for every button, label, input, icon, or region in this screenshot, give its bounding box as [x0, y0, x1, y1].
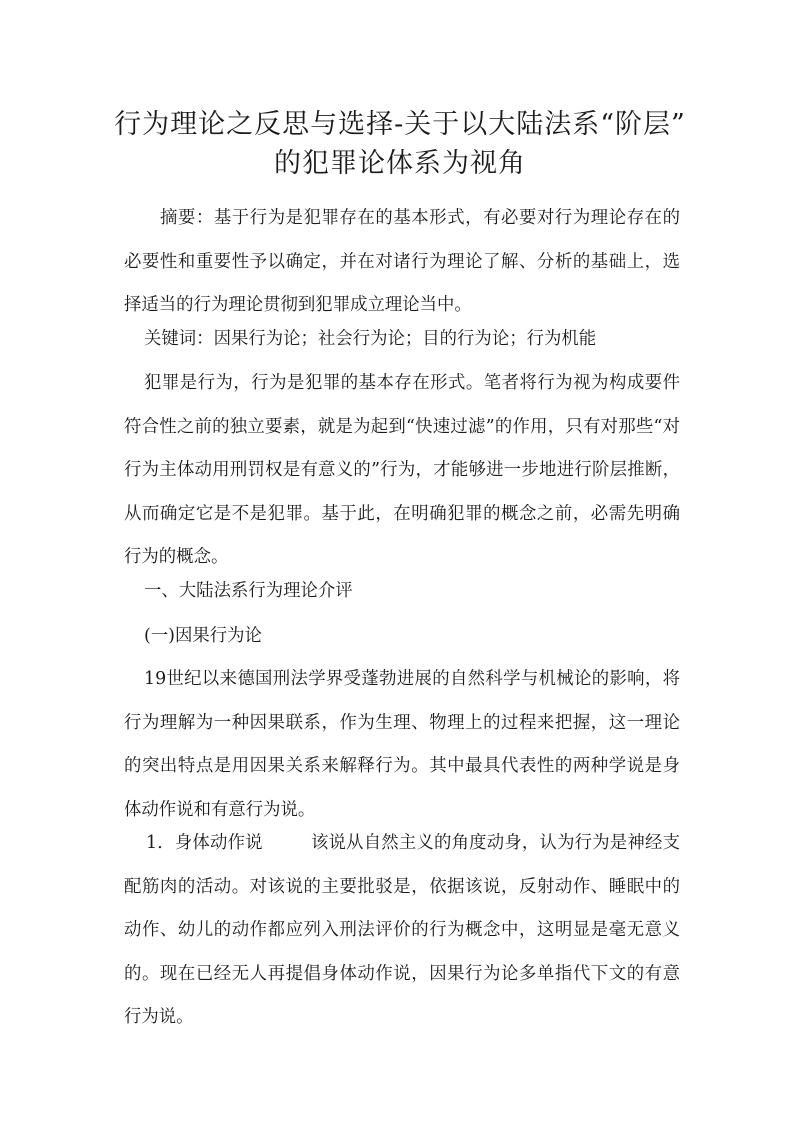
intro-paragraph: 犯罪是行为，行为是犯罪的基本存在形式。笔者将行为视为构成要件符合性之前的独立要素，就是为起到“快速过滤”的作用，只有对那些“对行为主体动用刑罚权是有意义的”行为，才能够进一步地进行阶层推断，从而确定它是不是犯罪。基于此，在明确犯罪的概念之前，必需先明确行为的概念。 — [124, 373, 680, 567]
keywords-paragraph: 关键词：因果行为论；社会行为论；目的行为论；行为机能 — [144, 329, 597, 349]
body-movement-paragraph — [124, 822, 680, 1040]
item-1-text: 该说从自然主义的角度动身，认为行为是神经支配筋肉的活动。对该说的主要批驳是，依据该说，反射动作、睡眠中的动作、幼儿的动作都应列入刑法评价的行为概念中，这明显是毫无意义的。现在已经无人再提倡身体动作说，因果行为论多单指代下文的有意行为说。 — [124, 833, 680, 1027]
subsection-1-heading: (一)因果行为论 — [144, 626, 262, 646]
item-1-label: 1．身体动作说 — [146, 833, 263, 853]
document-title-line-1: 行为理论之反思与选择-关于以大陆法系“阶层” — [114, 109, 686, 140]
document-title-line-2: 的犯罪论体系为视角 — [274, 148, 526, 179]
causal-theory-paragraph: 19世纪以来德国刑法学界受蓬勃进展的自然科学与机械论的影响，将行为理解为一种因果联系，作为生理、物理上的过程来把握，这一理论的突出特点是用因果关系来解释行为。其中最具代表性的两种学说是身体动作说和有意行为说。 — [124, 669, 680, 820]
abstract-paragraph: 摘要：基于行为是犯罪存在的基本形式，有必要对行为理论存在的必要性和重要性予以确定，并在对诸行为理论了解、分析的基础上，选择适当的行为理论贯彻到犯罪成立理论当中。 — [124, 208, 680, 315]
section-1-heading: 一、大陆法系行为理论介评 — [144, 581, 353, 601]
